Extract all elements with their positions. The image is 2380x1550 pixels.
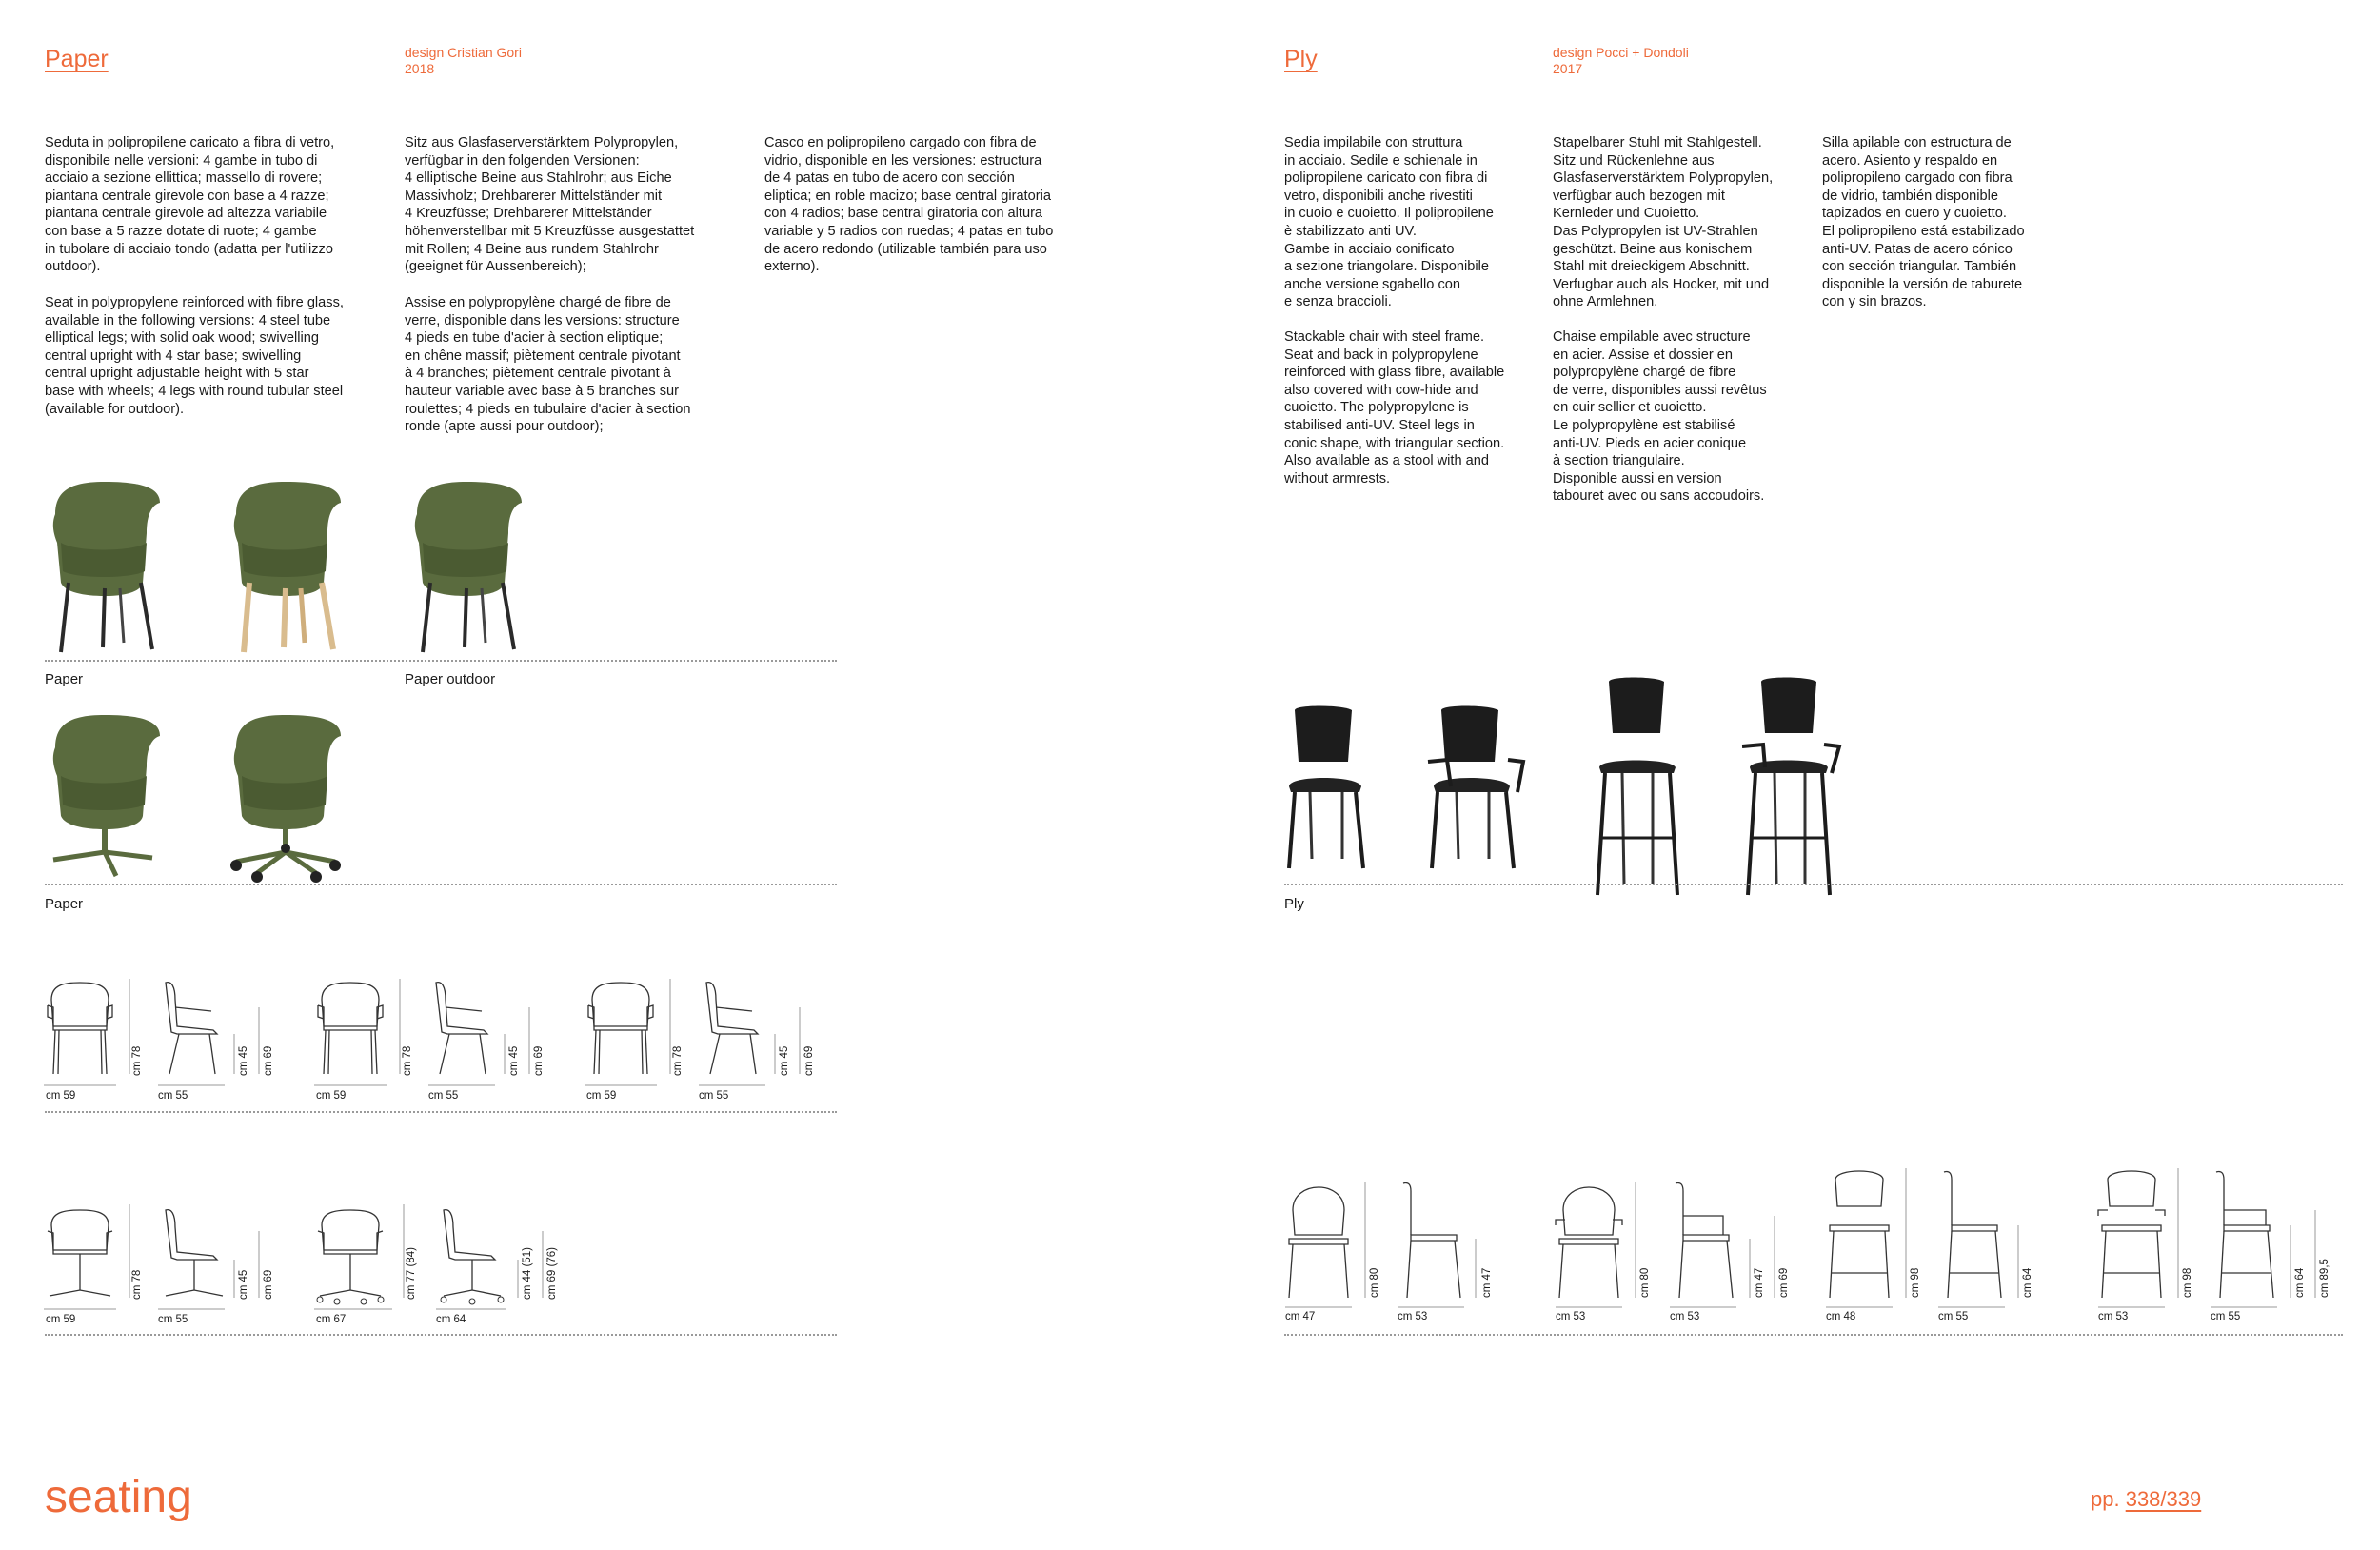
paper-chair-steel-legs (53, 482, 160, 652)
dim-seat-height: cm 44 (51) (522, 1247, 533, 1300)
dim-armrest-height: cm 69 (1778, 1267, 1790, 1298)
dim-seat-height: cm 45 (779, 1045, 790, 1076)
caption-ply: Ply (1284, 896, 1304, 912)
paper-designer: design Cristian Gori (405, 45, 522, 60)
ply-year: 2017 (1553, 61, 1583, 76)
paper-designer-credit (405, 45, 522, 77)
paper-text-german: Sitz aus Glasfaserverstärktem Polypropylen, verfügbar in den folgenden Versionen: 4 elliptische Beine aus Stahlrohr; aus Eiche Massivholz; Drehbarerer Mittelständer mit 4 Kreuzfüsse; Drehbarerer Mittelständer höhenverstellbar mit 5 Kreuzfüsse ausgestattet mit Rollen; 4 Beine aus rundem Stahlrohr (geeignet für Aussenbereich); (405, 135, 695, 275)
dim-armrest-height: cm 69 (803, 1045, 815, 1076)
ply-designer-credit (1553, 45, 1689, 77)
dim-width: cm 67 (316, 1314, 347, 1325)
dim-height: cm 77 (84) (406, 1247, 417, 1300)
dim-armrest-height: cm 89,5 (2319, 1259, 2330, 1298)
ply-armchair (1428, 706, 1523, 869)
divider (45, 660, 837, 662)
paper-chair-oak-legs (234, 482, 341, 652)
dim-height: cm 98 (1910, 1267, 1921, 1298)
ply-photos (1266, 657, 1990, 885)
dim-seat-height: cm 47 (1481, 1267, 1493, 1298)
dim-height: cm 78 (402, 1045, 413, 1076)
dim-seat-height: cm 45 (508, 1045, 520, 1076)
dim-seat-height: cm 45 (238, 1269, 249, 1300)
paper-technical-drawings-row-1 (38, 971, 847, 1114)
ply-chair (1289, 706, 1363, 869)
dim-armrest-height: cm 69 (263, 1045, 274, 1076)
dim-height: cm 78 (131, 1269, 143, 1300)
paper-chair-5-star-wheels (230, 715, 341, 883)
ply-text-italian: Sedia impilabile con struttura in acciaio. Sedile e schienale in polipropilene caricato con fibra di vetro, disponibili anche rivestiti in cuoio e cuoietto. Il polipropilene è stabilizzato anti UV. Gambe in acciaio conificato a sezione triangolare. Disponibile anche versione sgabello con e senza braccioli. (1284, 135, 1494, 310)
dim-width: cm 55 (158, 1090, 188, 1102)
dim-width: cm 47 (1285, 1311, 1316, 1322)
paper-chair-4-star-base (53, 715, 160, 876)
dim-width: cm 59 (316, 1090, 347, 1102)
dim-armrest-height: cm 69 (263, 1269, 274, 1300)
dim-height: cm 78 (131, 1045, 143, 1076)
section-label: seating (45, 1472, 192, 1522)
dim-seat-height: cm 47 (1754, 1267, 1765, 1298)
dim-width: cm 55 (1938, 1311, 1969, 1322)
paper-text-spanish: Casco en polipropileno cargado con fibra de vidrio, disponible en les versiones: estructura de 4 patas en tubo de acero con sección eliptica; en roble macizo; base central giratoria con 4 radios; base central giratoria con altura variable y 5 radios con ruedas; 4 patas en tubo de acero redondo (utilizable también para uso externo). (764, 135, 1054, 275)
dim-width: cm 55 (699, 1090, 729, 1102)
paper-outdoor-chair (415, 482, 522, 652)
dim-height: cm 78 (672, 1045, 684, 1076)
dim-width: cm 59 (46, 1314, 76, 1325)
paper-photos-row-2 (38, 705, 381, 881)
divider (45, 884, 837, 885)
page-numbers-prefix: pp. (2091, 1487, 2126, 1511)
paper-year: 2018 (405, 61, 435, 76)
ply-text-german: Stapelbarer Stuhl mit Stahlgestell. Sitz und Rückenlehne aus Glasfaserverstärktem Polypropylen, verfügbar auch bezogen mit Kernleder und Cuoietto. Das Polypropylen ist UV-Strahlen geschützt. Beine aus konischem Stahl mit dreieckigem Abschnitt. Verfugbar auch als Hocker, mit und ohne Armlehnen. (1553, 135, 1774, 310)
dim-seat-height: cm 64 (2022, 1267, 2033, 1298)
ply-text-spanish: Silla apilable con estructura de acero. Asiento y respaldo en polipropileno cargado con fibra de vidrio, también disponible tapizados en cuero y cuoietto. El polipropileno está estabilizado anti-UV. Patas de acero cónico con sección triangular. También disponible la versión de taburete con y sin brazos. (1822, 135, 2025, 310)
paper-text-italian: Seduta in polipropilene caricato a fibra di vetro, disponibile nelle versioni: 4 gambe in tubo di acciaio a sezione ellittica; massello di rovere; piantana centrale girevole con base a 4 razze; piantana centrale girevole ad altezza variabile con base a 5 razze dotate di ruote; 4 gambe in tubolare di acciaio tondo (adatta per l'utilizzo outdoor). (45, 135, 335, 275)
dim-armrest-height: cm 69 (76) (546, 1247, 558, 1300)
divider (1284, 884, 2343, 885)
dim-width: cm 59 (586, 1090, 617, 1102)
dim-height: cm 80 (1639, 1267, 1651, 1298)
dim-armrest-height: cm 69 (533, 1045, 545, 1076)
dim-width: cm 48 (1826, 1311, 1856, 1322)
caption-paper: Paper (45, 671, 84, 687)
dim-width: cm 53 (1556, 1311, 1586, 1322)
dim-width: cm 55 (428, 1090, 459, 1102)
dim-width: cm 55 (158, 1314, 188, 1325)
ply-title: Ply (1284, 46, 1318, 72)
page-numbers (2091, 1487, 2201, 1512)
ply-technical-drawings (1276, 1166, 2351, 1338)
paper-title: Paper (45, 46, 109, 72)
dim-width: cm 55 (2211, 1311, 2241, 1322)
caption-paper-outdoor: Paper outdoor (405, 671, 496, 687)
dim-width: cm 53 (1398, 1311, 1428, 1322)
page-numbers-value: 338/339 (2125, 1487, 2202, 1511)
divider (45, 1111, 837, 1113)
divider (1284, 1334, 2343, 1336)
ply-text-french: Chaise empilable avec structure en acier. Assise et dossier en polypropylène chargé de fibre de verre, disponibles aussi revêtus en cuir sellier et cuoietto. Le polypropylène est stabilisé anti-UV. Pieds en acier conique à section triangulaire. Disponible aussi en version tabouret avec ou sans accoudoirs. (1553, 329, 1767, 505)
paper-photos-row-1 (38, 476, 533, 657)
dim-width: cm 53 (1670, 1311, 1700, 1322)
paper-text-french: Assise en polypropylène chargé de fibre de verre, disponible dans les versions: structure 4 pieds en tube d'acier à section eliptique; en chêne massif; piètement centrale pivotant à 4 branches; piètement centrale pivotant à hauteur variable avec base à 5 branches sur roulettes; 4 pieds en tubulaire d'acier à section ronde (apte aussi pour outdoor); (405, 295, 691, 435)
dim-width: cm 53 (2098, 1311, 2129, 1322)
divider (45, 1334, 837, 1336)
dim-height: cm 80 (1369, 1267, 1380, 1298)
dim-seat-height: cm 64 (2294, 1267, 2306, 1298)
dim-width: cm 59 (46, 1090, 76, 1102)
dim-width: cm 64 (436, 1314, 466, 1325)
ply-text-english: Stackable chair with steel frame. Seat and back in polypropylene reinforced with glass fibre, available also covered with cow-hide and cuoietto. The polypropylene is stabilised anti-UV. Steel legs in conic shape, with triangular section. Also available as a stool with and without armrests. (1284, 329, 1505, 487)
ply-stool (1597, 678, 1677, 896)
dim-seat-height: cm 45 (238, 1045, 249, 1076)
ply-stool-with-armrests (1742, 678, 1839, 896)
paper-text-english: Seat in polypropylene reinforced with fibre glass, available in the following versions: 4 steel tube elliptical legs; with solid oak wood; swivelling central upright with 4 star base; swivelling central upright adjustable height with 5 star base with wheels; 4 legs with round tubular steel (available for outdoor). (45, 295, 344, 417)
paper-technical-drawings-row-2 (38, 1195, 847, 1338)
ply-designer: design Pocci + Dondoli (1553, 45, 1689, 60)
caption-paper-swivel: Paper (45, 896, 84, 912)
dim-height: cm 98 (2182, 1267, 2193, 1298)
